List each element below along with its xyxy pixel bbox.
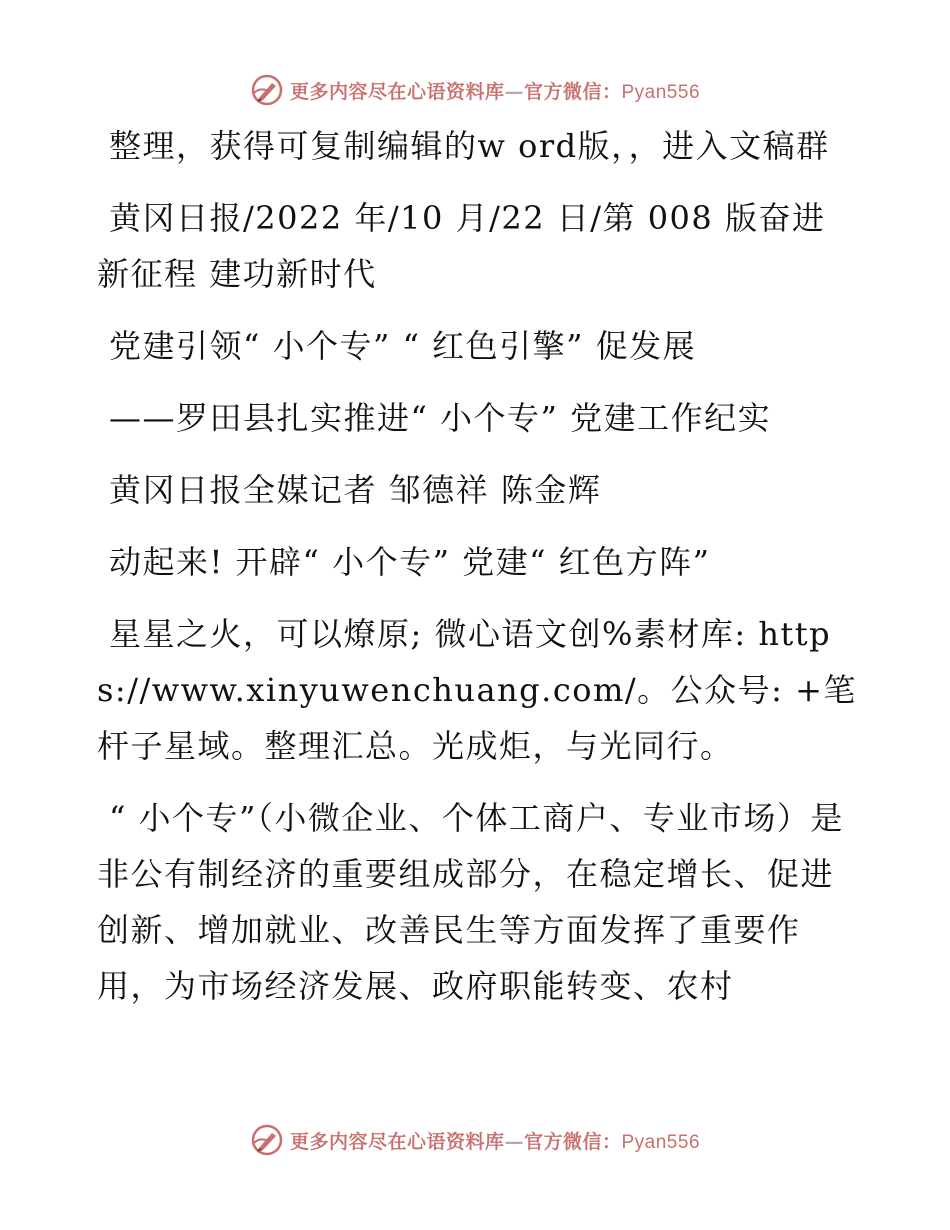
pen-logo-icon <box>250 73 284 107</box>
pen-logo-icon <box>250 1123 284 1157</box>
paragraph-intro: 整理，获得可复制编辑的w ord版，，进入文稿群 <box>109 127 830 165</box>
paragraph-body: “ 小个专”（小微企业、个体工商户、专业市场）是非公有制经济的重要组成部分，在稳定增长、促进创新、增加就业、改善民生等方面发挥了重要作用，为市场经济发展、政府职能转变、农村 <box>97 799 844 1005</box>
watermark-text: 更多内容尽在心语资料库—官方微信：Pyan556 <box>289 80 701 103</box>
document-body <box>97 118 857 1030</box>
article-byline: 黄冈日报全媒记者 邹德祥 陈金辉 <box>109 471 602 509</box>
header-watermark <box>0 70 950 110</box>
paragraph-source: 黄冈日报/2022 年/10 月/22 日/第 008 版奋进新征程 建功新时代 <box>97 199 826 293</box>
footer-watermark <box>0 1120 950 1160</box>
section-heading: 动起来! 开辟“ 小个专” 党建“ 红色方阵” <box>109 543 711 581</box>
paragraph-promo: 星星之火，可以燎原; 微心语文创%素材库: https://www.xinyuwenchuang.com/。公众号: +笔杆子星域。整理汇总。光成炬，与光同行。 <box>97 615 857 765</box>
watermark-text: 更多内容尽在心语资料库—官方微信：Pyan556 <box>289 1130 701 1153</box>
article-subtitle: ——罗田县扎实推进“ 小个专” 党建工作纪实 <box>109 399 772 437</box>
article-title: 党建引领“ 小个专” “ 红色引擎” 促发展 <box>109 327 697 365</box>
